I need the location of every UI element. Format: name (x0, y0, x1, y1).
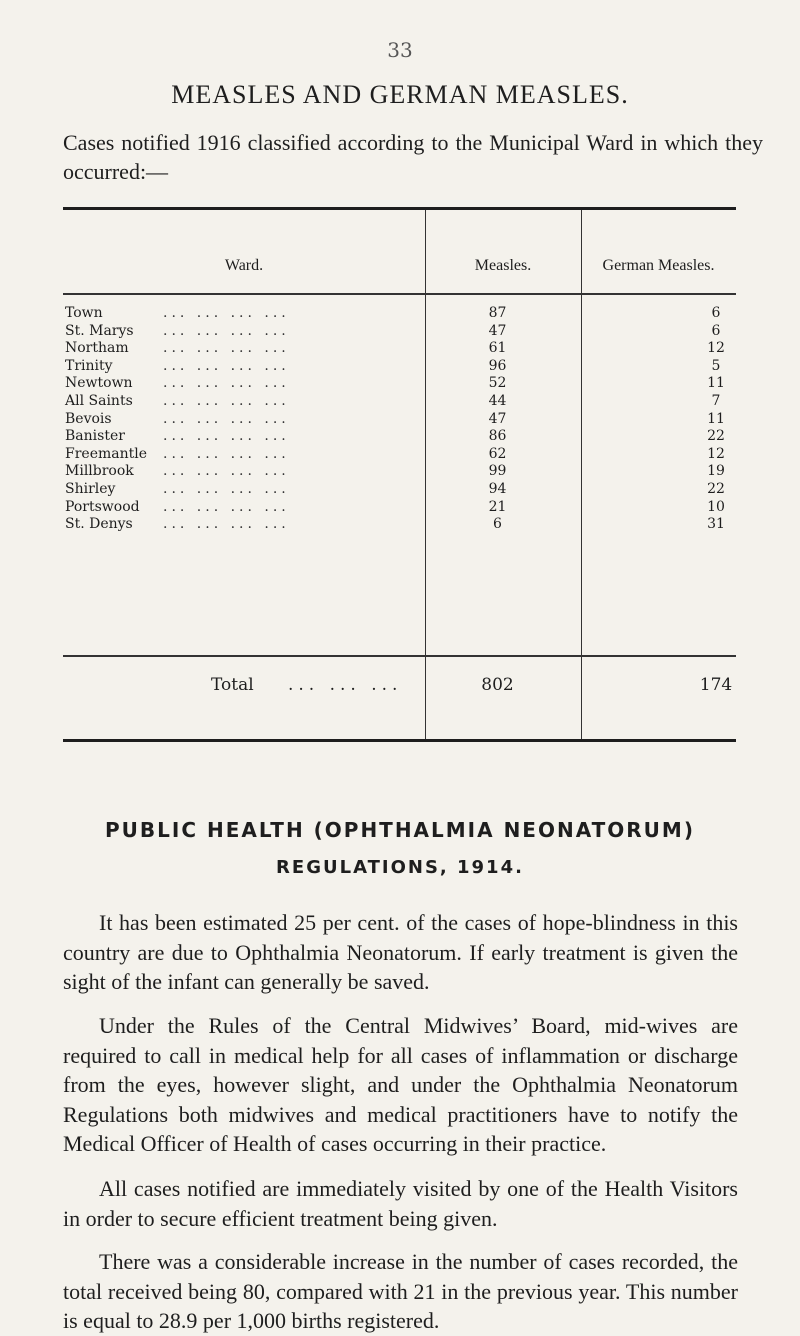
table-row (63, 340, 736, 358)
leader-dots: ... ... ... ... (163, 322, 290, 339)
measles-value: 86 (488, 428, 507, 445)
leader-dots: ... ... ... ... (163, 375, 290, 392)
measles-value: 47 (488, 410, 507, 427)
german-measles-value: 12 (707, 340, 725, 357)
ward-name: Town (65, 305, 103, 321)
measles-value: 47 (488, 322, 507, 339)
german-measles-value: 7 (711, 392, 721, 409)
leader-dots: ... ... ... ... (163, 428, 290, 445)
page-number: 33 (387, 38, 413, 62)
column-divider (581, 657, 582, 739)
measles-value: 6 (493, 516, 502, 533)
section-title: PUBLIC HEALTH (OPHTHALMIA NEONATORUM) (105, 818, 695, 842)
column-divider (425, 657, 426, 739)
ward-name: Trinity (65, 357, 113, 374)
paragraph-3 (63, 1174, 738, 1233)
ward-name: St. Denys (65, 516, 133, 533)
german-measles-value: 22 (707, 480, 725, 497)
german-measles-value: 19 (707, 463, 725, 480)
table-row (63, 446, 736, 464)
ward-name: Northam (65, 340, 129, 357)
measles-table (63, 207, 736, 752)
paragraph-1 (63, 908, 738, 997)
paragraph-text: Under the Rules of the Central Midwives’ Board, mid-wives are required to call in medical help for all cases of inflammation or discharge from the eyes, however slight, and under the Ophthalmia Neonatorum Regulations both midwives and medical practitioners have to notify the Medical Officer of Health of cases occurring in their practice. (63, 1013, 738, 1156)
german-measles-value: 5 (711, 357, 721, 374)
header-rule (63, 293, 736, 295)
german-measles-value: 6 (711, 305, 721, 321)
ward-name: Freemantle (65, 445, 148, 462)
page-title: MEASLES AND GERMAN MEASLES. (171, 80, 629, 109)
paragraph-4 (63, 1247, 738, 1336)
total-german-measles: 174 (699, 675, 733, 695)
measles-value: 52 (488, 375, 507, 392)
intro-text: Cases notified 1916 classified according to the Municipal Ward in which they occurred:— (63, 130, 763, 184)
table-top-rule (63, 207, 736, 210)
german-measles-value: 6 (711, 322, 721, 339)
column-divider (581, 210, 582, 294)
header-german-measles: German Measles. (602, 257, 715, 274)
table-row (63, 375, 736, 393)
leader-dots: ... ... ... ... (163, 445, 290, 462)
table-row (63, 516, 736, 534)
total-measles: 802 (481, 675, 514, 695)
table-bottom-rule (63, 739, 736, 742)
header-measles: Measles. (474, 257, 532, 274)
measles-value: 21 (488, 498, 507, 515)
german-measles-value: 11 (707, 410, 725, 427)
table-body (63, 305, 736, 534)
measles-value: 99 (488, 463, 507, 480)
measles-value: 44 (488, 392, 507, 409)
total-rule (63, 655, 736, 657)
ward-name: St. Marys (65, 322, 134, 339)
table-row (63, 428, 736, 446)
measles-value: 61 (488, 340, 507, 357)
paragraph-text: There was a considerable increase in the number of cases recorded, the total received being 80, compared with 21 in the previous year. This number is equal to 28.9 per 1,000 births registered. (63, 1249, 738, 1333)
header-ward: Ward. (224, 257, 264, 274)
ward-name: Millbrook (65, 463, 134, 480)
german-measles-value: 22 (707, 428, 725, 445)
leader-dots: ... ... ... ... (163, 480, 290, 497)
total-leader-dots: ... ... ... (288, 675, 403, 695)
leader-dots: ... ... ... ... (163, 357, 290, 374)
german-measles-value: 11 (707, 375, 725, 392)
table-row (63, 411, 736, 429)
leader-dots: ... ... ... ... (163, 498, 290, 515)
ward-name: All Saints (65, 392, 133, 409)
paragraph-2 (63, 1011, 738, 1159)
leader-dots: ... ... ... ... (163, 392, 290, 409)
ward-name: Newtown (65, 375, 133, 392)
paragraph-text: All cases notified are immediately visited by one of the Health Visitors in order to secure efficient treatment being given. (63, 1176, 738, 1231)
total-label: Total (211, 675, 254, 695)
measles-value: 94 (488, 480, 507, 497)
table-row (63, 481, 736, 499)
leader-dots: ... ... ... ... (163, 410, 290, 427)
paragraph-text: It has been estimated 25 per cent. of the cases of hope-blindness in this country are due to Ophthalmia Neonatorum. If early treatment is given the sight of the infant can generally be saved. (63, 910, 738, 994)
leader-dots: ... ... ... ... (163, 340, 290, 357)
leader-dots: ... ... ... ... (163, 463, 290, 480)
table-row (63, 323, 736, 341)
table-row (63, 305, 736, 323)
german-measles-value: 12 (707, 445, 725, 462)
table-row (63, 393, 736, 411)
ward-name: Portswood (65, 498, 140, 515)
german-measles-value: 31 (707, 516, 725, 533)
ward-name: Shirley (65, 480, 116, 497)
table-row (63, 463, 736, 481)
leader-dots: ... ... ... ... (163, 516, 290, 533)
column-divider (425, 210, 426, 294)
section-subtitle: REGULATIONS, 1914. (276, 857, 524, 878)
measles-value: 62 (488, 445, 507, 462)
ward-name: Banister (65, 428, 125, 445)
table-row (63, 358, 736, 376)
measles-value: 96 (488, 357, 507, 374)
table-row (63, 499, 736, 517)
leader-dots: ... ... ... ... (163, 305, 290, 321)
measles-value: 87 (488, 305, 507, 321)
german-measles-value: 10 (707, 498, 725, 515)
ward-name: Bevois (65, 410, 112, 427)
